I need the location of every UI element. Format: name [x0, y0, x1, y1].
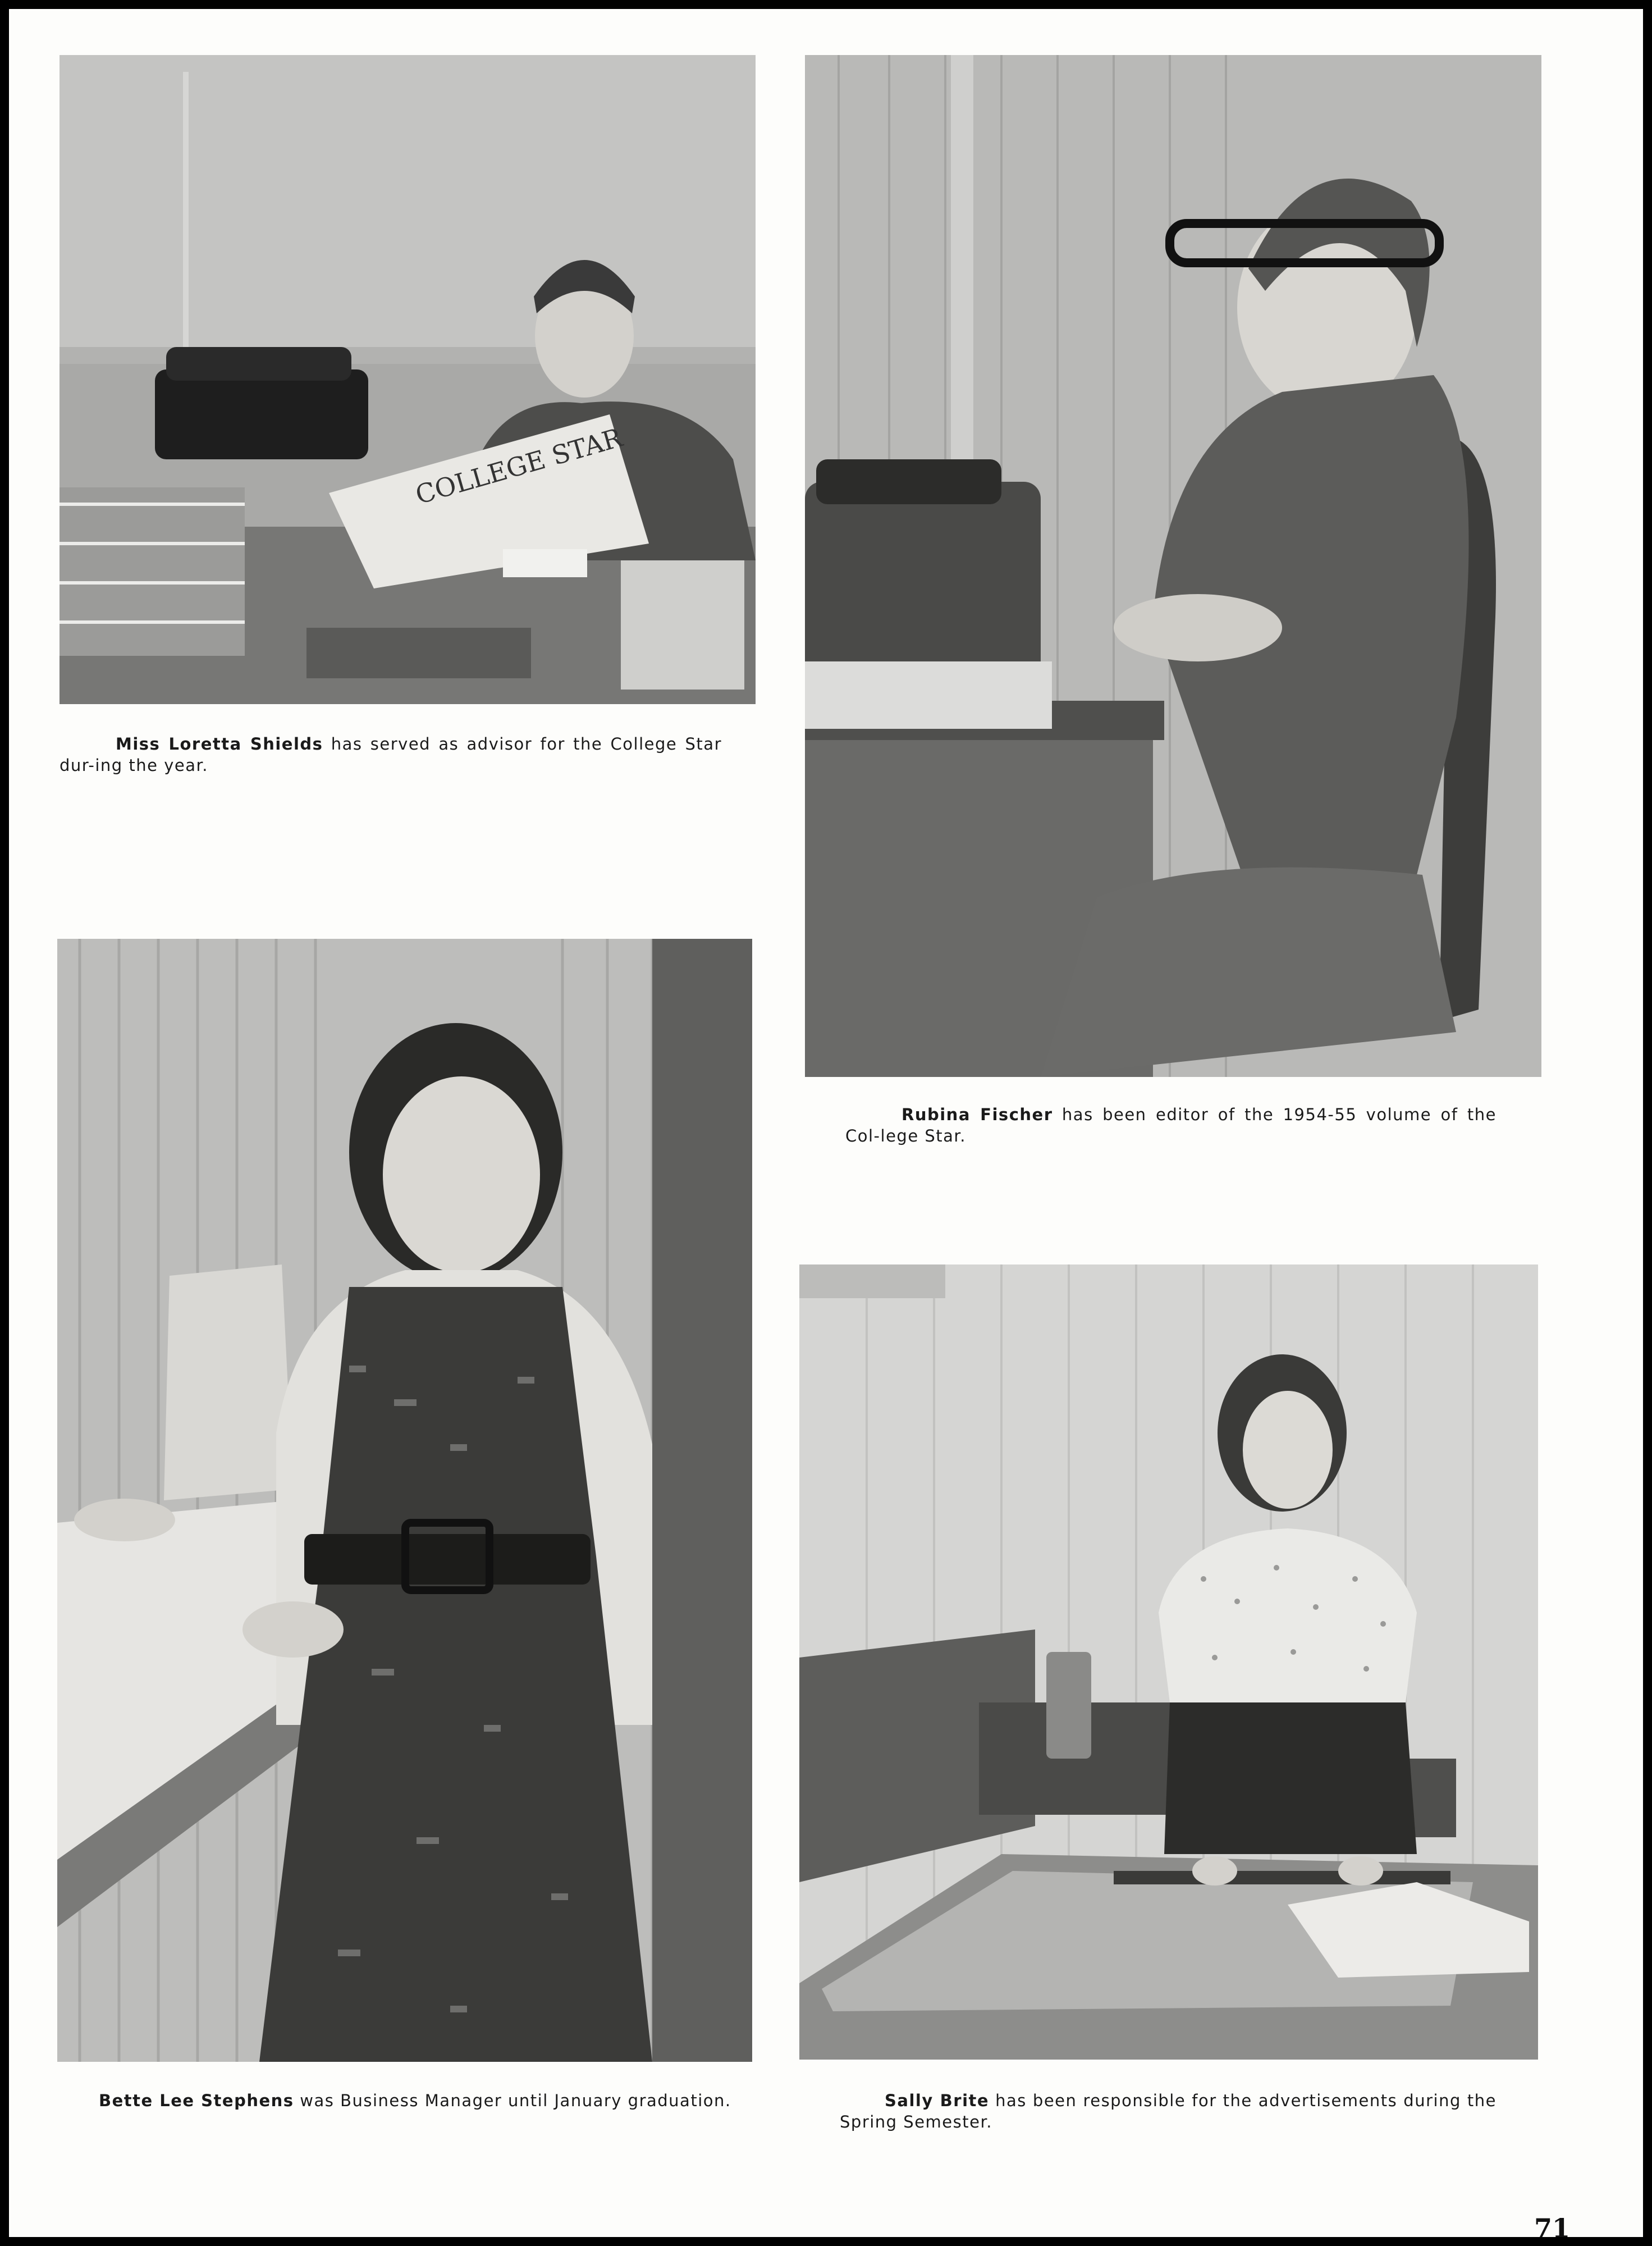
photo-bette-lee-stephens [57, 939, 752, 2062]
caption-name: Bette Lee Stephens [99, 2091, 294, 2110]
caption-name: Miss Loretta Shields [116, 734, 323, 754]
caption-shields [60, 733, 722, 776]
caption-text: was Business Manager until January graduation. [294, 2091, 731, 2110]
photo-rubina-fischer [805, 55, 1541, 1077]
photo-stephens-image [57, 939, 752, 2062]
newspaper-masthead: COLLEGE STAR [412, 422, 626, 510]
caption-text: has been editor of the 1954-55 volume of the Col-lege Star. [845, 1105, 1497, 1145]
caption-stephens [99, 2090, 756, 2111]
photo-loretta-shields [60, 55, 756, 704]
photo-fischer-image [805, 55, 1541, 1077]
photo-sally-brite [799, 1264, 1538, 2060]
caption-text: has been responsible for the advertisements during the Spring Semester. [840, 2091, 1497, 2131]
caption-text: has served as advisor for the College Star dur-ing the year. [60, 734, 722, 775]
caption-name: Sally Brite [885, 2091, 990, 2110]
photo-shields-image [60, 55, 756, 704]
page-number: 71 [1534, 2213, 1570, 2243]
caption-name: Rubina Fischer [901, 1105, 1053, 1124]
caption-brite [840, 2090, 1497, 2133]
photo-brite-image [799, 1264, 1538, 2060]
caption-fischer [845, 1104, 1497, 1147]
